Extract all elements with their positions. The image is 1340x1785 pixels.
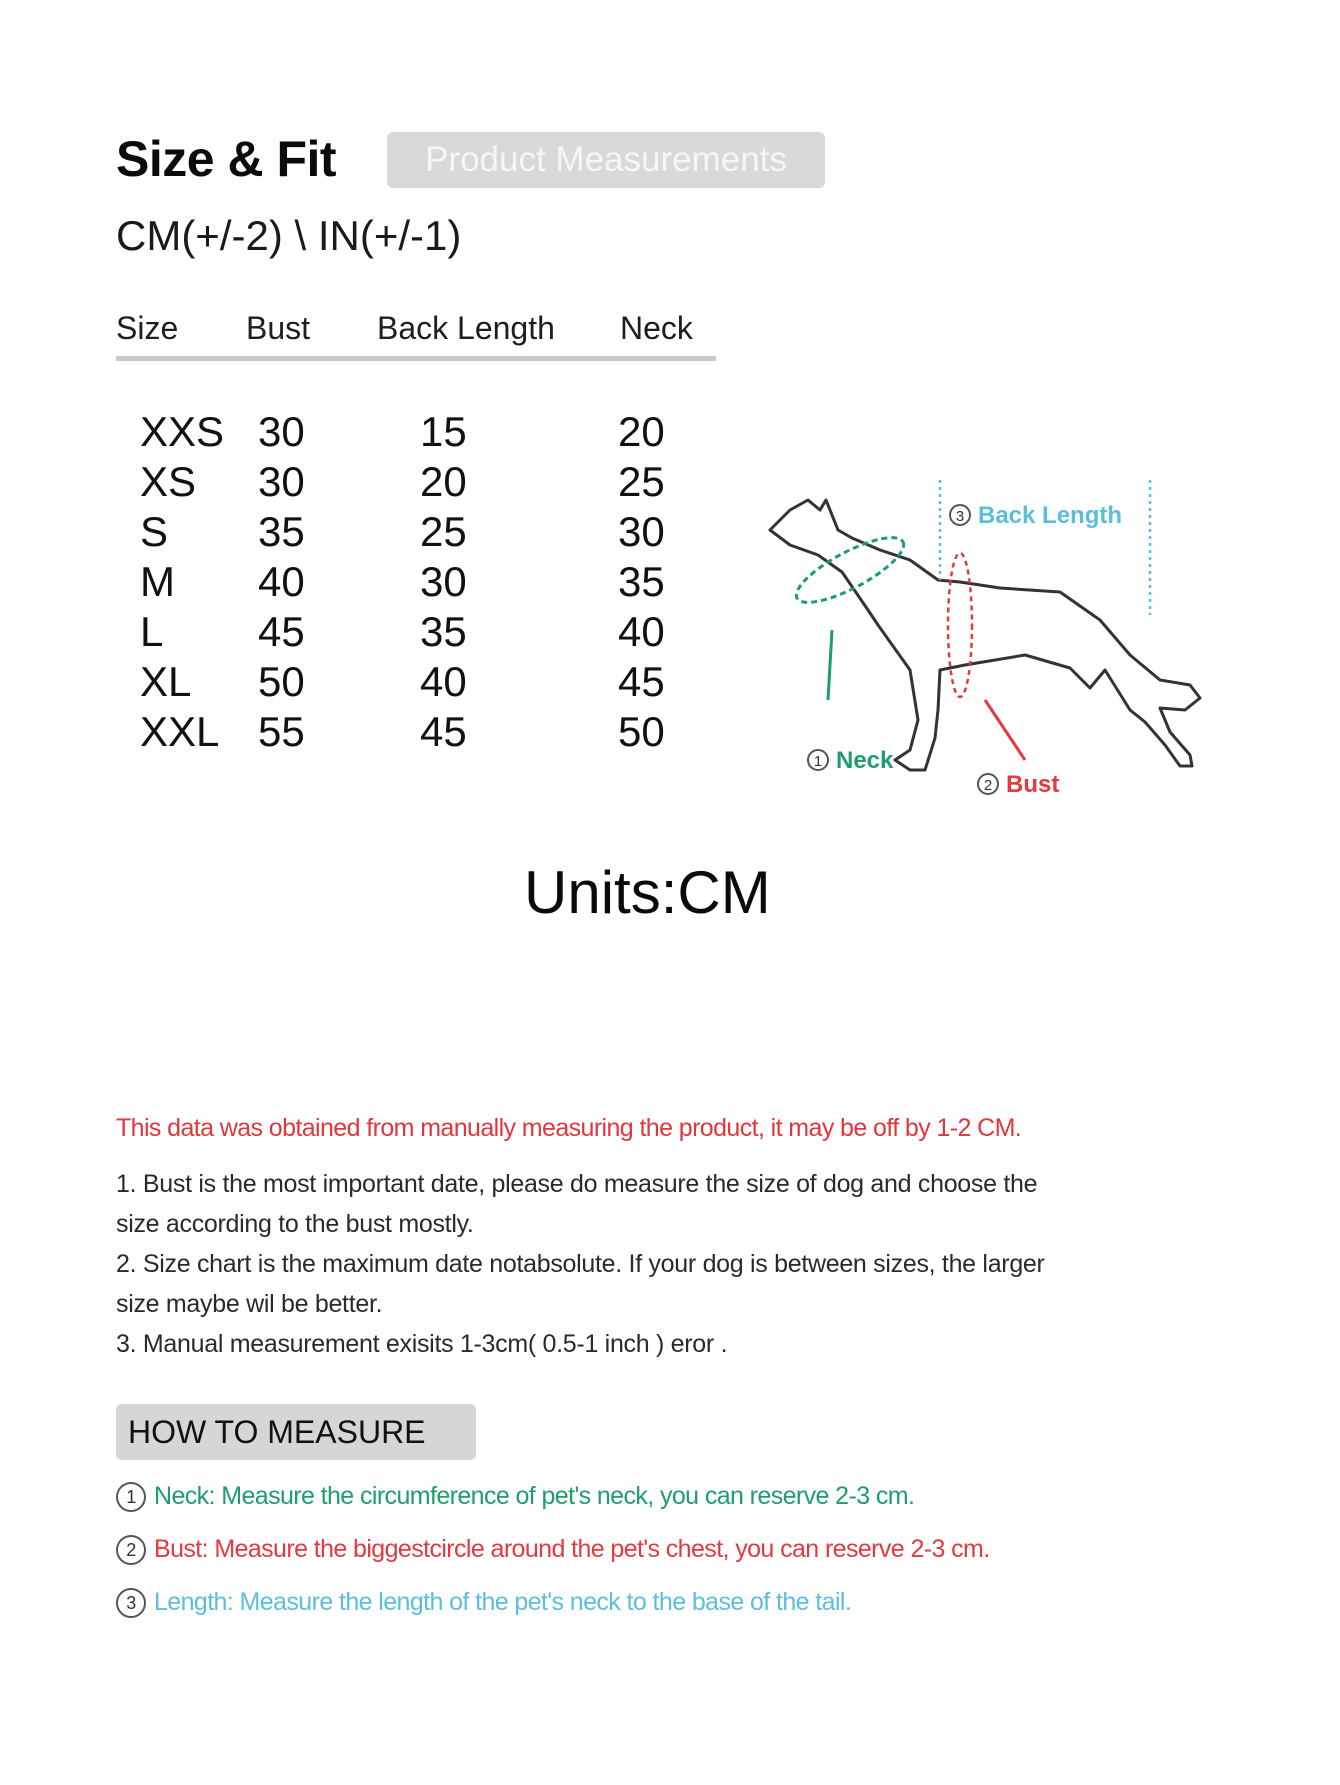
bust-pointer	[985, 700, 1025, 760]
back-length-label	[950, 502, 1122, 529]
measure-step-length	[116, 1588, 851, 1618]
svg-text:1: 1	[813, 753, 823, 770]
table-cell-neck: 25	[618, 458, 665, 505]
neck-pointer	[828, 630, 832, 700]
step-text: Length: Measure the length of the pet's neck to the base of the tail.	[154, 1588, 852, 1616]
measure-step-neck	[116, 1482, 914, 1512]
bust-label	[978, 771, 1059, 798]
note-line: size according to the bust mostly.	[116, 1210, 474, 1238]
table-cell-size: XL	[140, 658, 192, 705]
how-to-measure-heading: HOW TO MEASURE	[116, 1404, 476, 1460]
table-cell-neck: 50	[618, 708, 665, 755]
product-measurements-badge: Product Measurements	[387, 132, 825, 188]
note-line: 2. Size chart is the maximum date notabsolute. If your dog is between sizes, the larger	[116, 1250, 1045, 1278]
table-cell-bust: 45	[258, 608, 305, 655]
table-cell-bust: 35	[258, 508, 305, 555]
dog-measurement-diagram	[760, 470, 1220, 830]
disclaimer-text: This data was obtained from manually measuring the product, it may be off by 1-2 CM.	[116, 1114, 1022, 1142]
svg-text:Back Length: Back Length	[978, 502, 1123, 529]
number-1-icon: 1	[116, 1482, 146, 1512]
table-cell-bust: 40	[258, 558, 305, 605]
step-text: Neck: Measure the circumference of pet's neck, you can reserve 2-3 cm.	[154, 1482, 915, 1510]
note-line: 3. Manual measurement exisits 1-3cm( 0.5-1 inch ) eror .	[116, 1330, 728, 1358]
note-line: size maybe wil be better.	[116, 1290, 383, 1318]
column-header-neck: Neck	[620, 310, 693, 346]
table-cell-neck: 40	[618, 608, 665, 655]
measure-step-bust	[116, 1535, 990, 1565]
svg-text:Neck: Neck	[836, 747, 894, 774]
neck-label	[808, 747, 894, 774]
svg-text:2: 2	[983, 777, 993, 794]
table-cell-size: XS	[140, 458, 197, 505]
column-header-back-length: Back Length	[377, 310, 555, 346]
table-cell-back-length: 15	[420, 408, 467, 455]
note-line: 1. Bust is the most important date, please do measure the size of dog and choose the	[116, 1170, 1038, 1198]
svg-text:3: 3	[955, 508, 965, 525]
units-label: Units:CM	[524, 859, 771, 926]
table-cell-neck: 45	[618, 658, 665, 705]
table-cell-size: XXL	[140, 708, 220, 755]
table-cell-neck: 35	[618, 558, 665, 605]
svg-text:Bust: Bust	[1006, 771, 1060, 798]
table-cell-size: S	[140, 508, 169, 555]
header-divider	[116, 356, 716, 361]
table-cell-back-length: 40	[420, 658, 467, 705]
column-header-size: Size	[116, 310, 179, 346]
column-header-bust: Bust	[246, 310, 311, 346]
table-cell-neck: 30	[618, 508, 665, 555]
table-cell-back-length: 35	[420, 608, 467, 655]
table-cell-bust: 55	[258, 708, 305, 755]
tolerance-text: CM(+/-2) \ IN(+/-1)	[116, 212, 462, 259]
table-cell-bust: 30	[258, 458, 305, 505]
table-cell-back-length: 20	[420, 458, 467, 505]
number-3-icon: 3	[116, 1588, 146, 1618]
table-cell-size: M	[140, 558, 175, 605]
bust-ring	[948, 553, 972, 697]
step-text: Bust: Measure the biggestcircle around the pet's chest, you can reserve 2-3 cm.	[154, 1535, 990, 1563]
table-cell-bust: 30	[258, 408, 305, 455]
page-title: Size & Fit	[116, 131, 337, 187]
table-cell-neck: 20	[618, 408, 665, 455]
table-cell-back-length: 25	[420, 508, 467, 555]
table-cell-size: XXS	[140, 408, 225, 455]
table-cell-size: L	[140, 608, 164, 655]
dog-outline	[770, 500, 1200, 770]
table-cell-back-length: 30	[420, 558, 467, 605]
number-2-icon: 2	[116, 1535, 146, 1565]
table-cell-bust: 50	[258, 658, 305, 705]
table-cell-back-length: 45	[420, 708, 467, 755]
neck-ring	[789, 526, 912, 614]
